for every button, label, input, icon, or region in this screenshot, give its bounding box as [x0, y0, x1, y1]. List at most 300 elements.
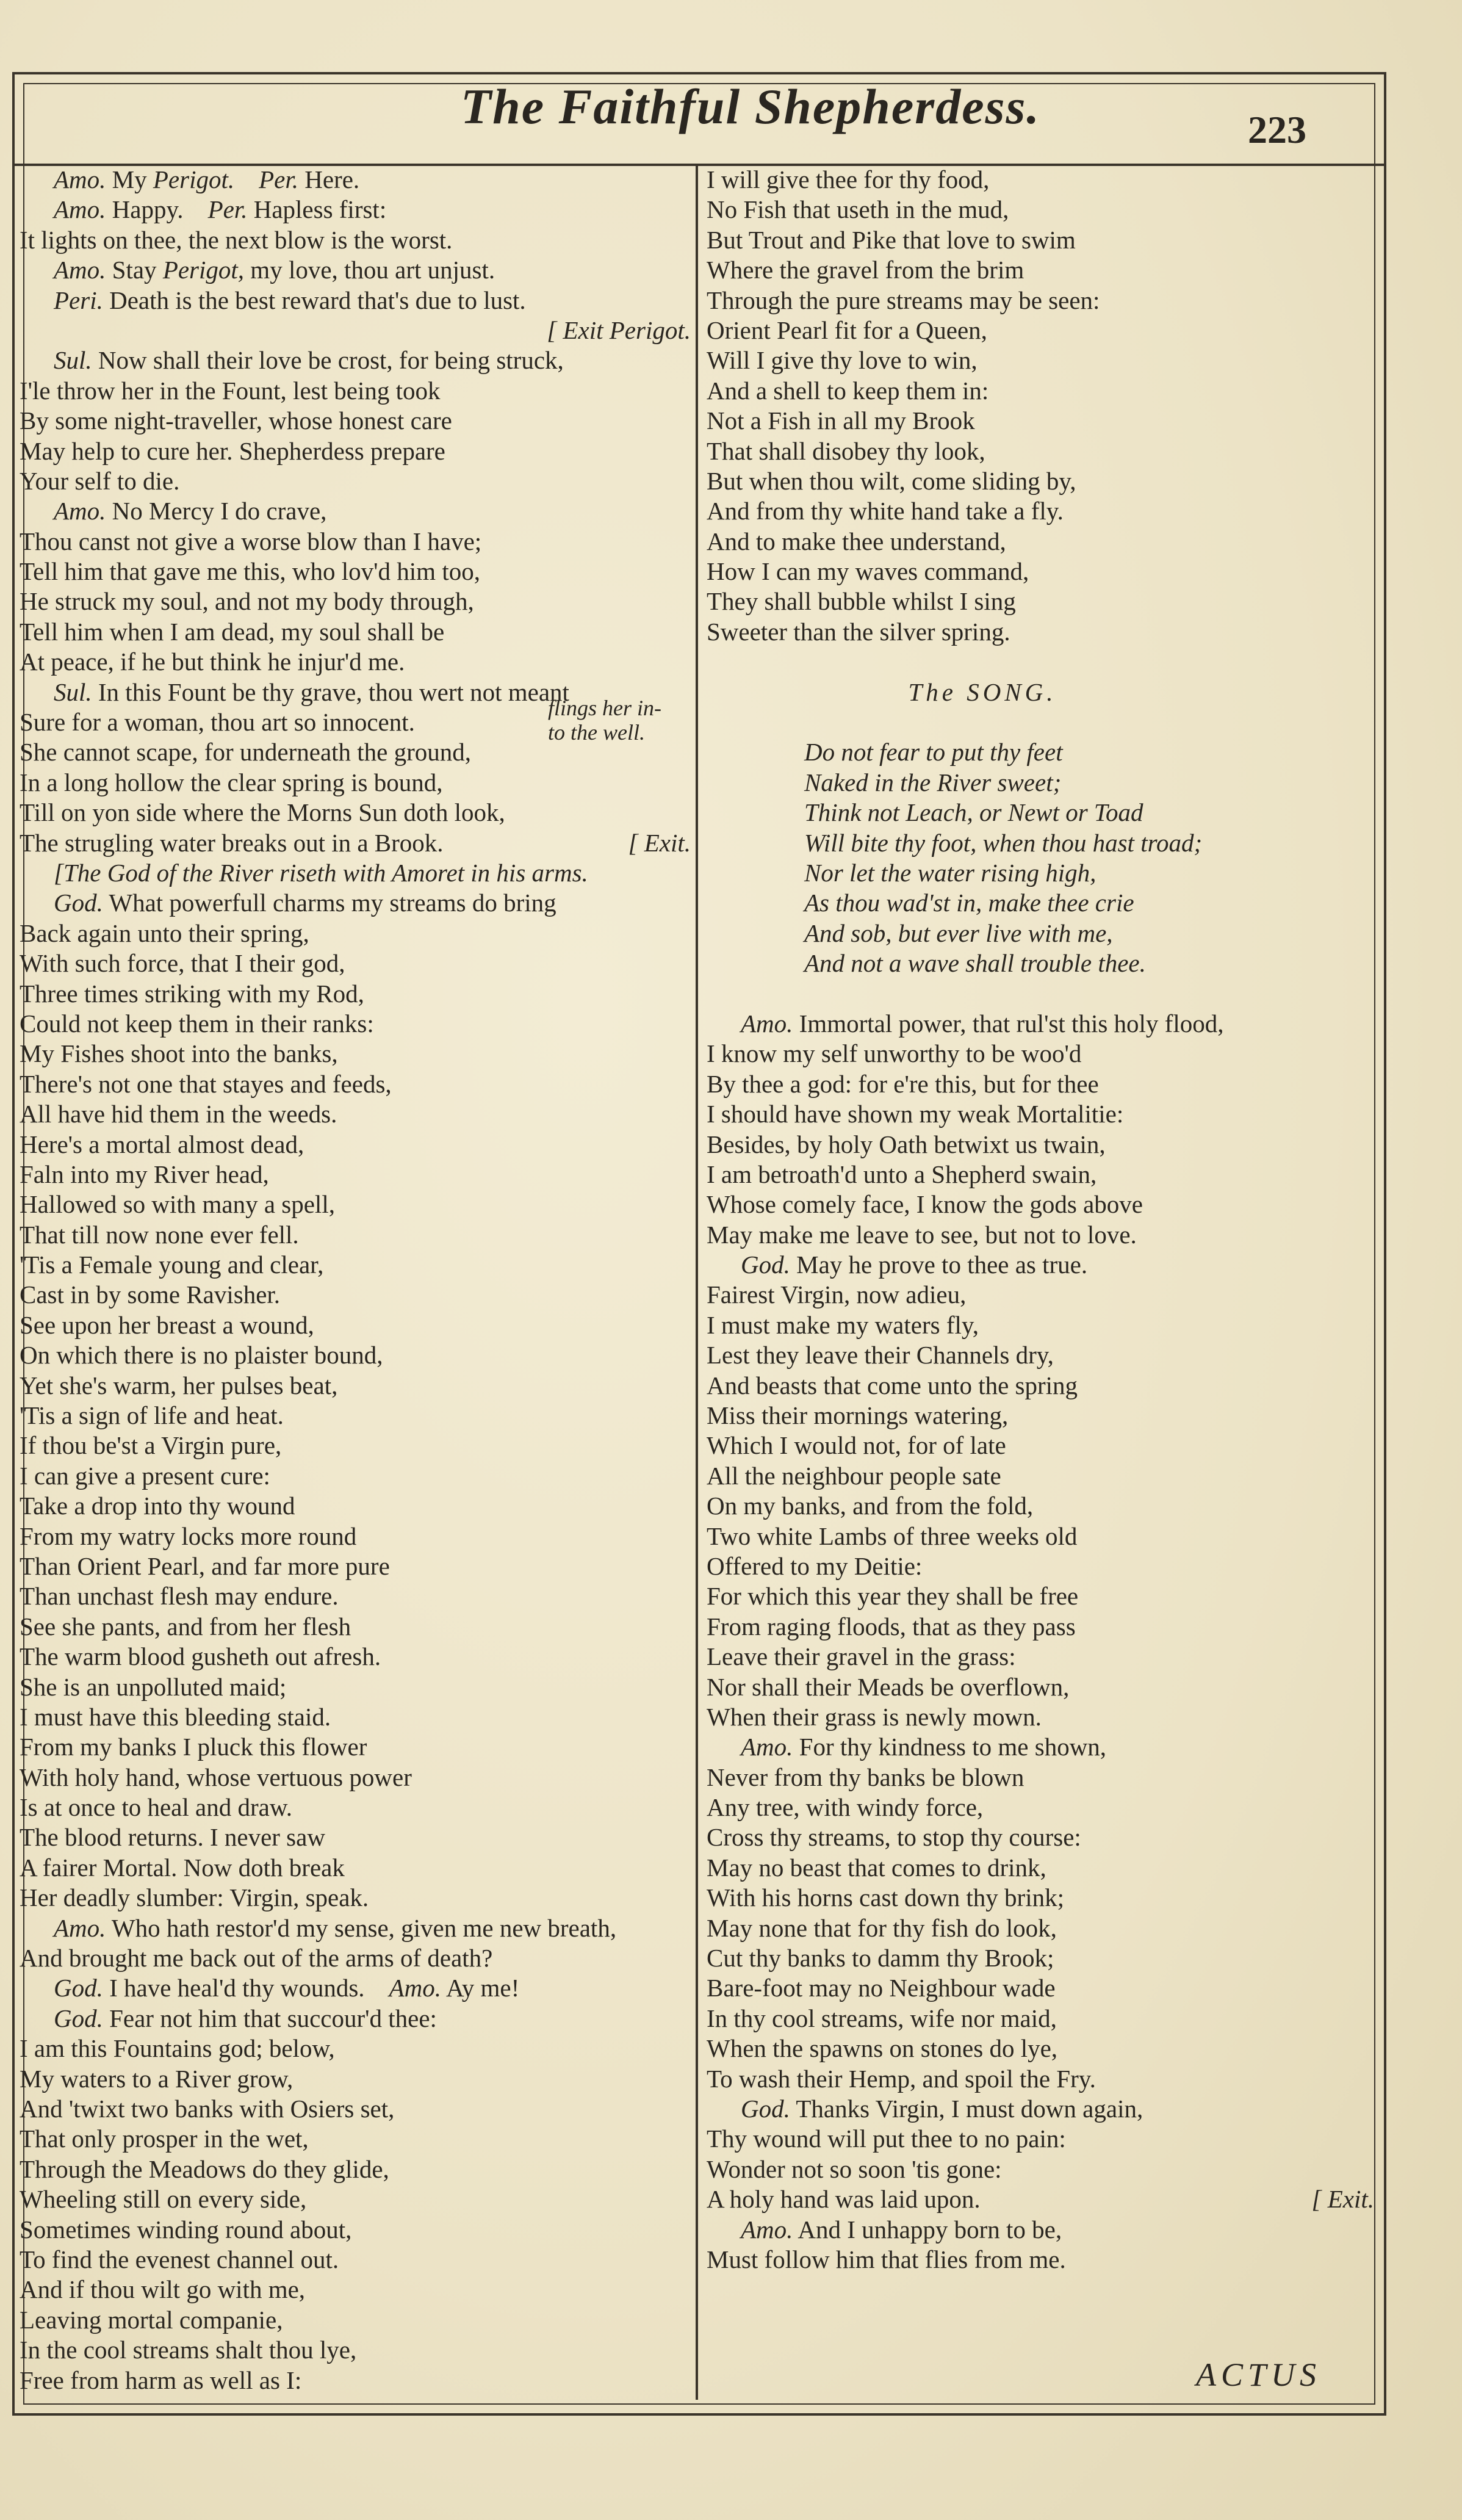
running-title: The Faithful Shepherdess. — [461, 79, 1040, 134]
line-text: Yet she's warm, her pulses beat, — [20, 1371, 338, 1399]
verse-line — [20, 1461, 691, 1491]
verse-line — [20, 2034, 691, 2063]
verse-line — [707, 2184, 1374, 2214]
blank-line — [707, 647, 1374, 677]
verse-line — [707, 255, 1374, 285]
line-text: Thou canst not give a worse blow than I have; — [20, 527, 482, 555]
verse-line — [20, 1522, 691, 1551]
verse-line — [20, 527, 691, 557]
line-text: To find the evenest channel out. — [20, 2245, 339, 2273]
verse-line — [20, 2124, 691, 2154]
line-text: Ay me! — [441, 1974, 520, 2002]
stage-direction-line-2: to the well. — [548, 720, 645, 745]
verse-line — [20, 1943, 691, 1973]
verse-line — [20, 1250, 691, 1280]
verse-line — [707, 617, 1374, 647]
verse-line — [20, 376, 691, 406]
verse-line — [20, 1069, 691, 1099]
line-text: I'le throw her in the Fount, lest being took — [20, 376, 441, 405]
line-text: See she pants, and from her flesh — [20, 1612, 351, 1641]
line-text: Sometimes winding round about, — [20, 2215, 352, 2244]
line-text: Tell him when I am dead, my soul shall be — [20, 617, 445, 646]
line-text: I am this Fountains god; below, — [20, 2034, 335, 2063]
line-text: Through the Meadows do they glide, — [20, 2154, 389, 2183]
line-text: Not a Fish in all my Brook — [707, 406, 975, 435]
verse-line — [20, 1190, 691, 1219]
line-text: On which there is no plaister bound, — [20, 1341, 383, 1370]
line-text: Leaving mortal companie, — [20, 2305, 283, 2334]
line-text: When their grass is newly mown. — [707, 1702, 1042, 1731]
verse-line — [20, 195, 691, 225]
column-rule — [696, 166, 698, 2400]
line-text: From raging floods, that as they pass — [707, 1612, 1076, 1641]
line-text: The warm blood gusheth out afresh. — [20, 1642, 381, 1671]
line-text: In thy cool streams, wife nor maid, — [707, 2004, 1057, 2032]
line-text: Will I give thy love to win, — [707, 346, 978, 375]
line-text: Hallowed so with many a spell, — [20, 1190, 335, 1219]
line-text: Two white Lambs of three weeks old — [707, 1522, 1078, 1550]
verse-line — [20, 1913, 691, 1943]
verse-line — [707, 1280, 1374, 1310]
verse-line — [20, 1763, 691, 1793]
speaker-name: Sul. — [54, 346, 92, 375]
line-text: Offered to my Deitie: — [707, 1551, 923, 1580]
line-text: For which this year they shall be free — [707, 1582, 1079, 1611]
line-text: Lest they leave their Channels dry, — [707, 1341, 1054, 1370]
speaker-name: Peri. — [54, 286, 103, 314]
speaker-name: God. — [54, 1974, 103, 2002]
verse-line — [707, 1069, 1374, 1099]
song-line: And not a wave shall trouble thee. — [804, 949, 1146, 978]
verse-line — [707, 1431, 1374, 1460]
line-text: A fairer Mortal. Now doth break — [20, 1853, 345, 1882]
line-text: Immortal power, that rul'st this holy flood, — [793, 1009, 1224, 1038]
line-text: Wheeling still on every side, — [20, 2185, 307, 2214]
line-text: Thanks Virgin, I must down again, — [790, 2095, 1143, 2123]
verse-line — [20, 165, 691, 195]
verse-line — [20, 255, 691, 285]
line-text: But Trout and Pike that love to swim — [707, 225, 1076, 254]
line-text: Could not keep them in their ranks: — [20, 1009, 374, 1038]
line-text: Her deadly slumber: Virgin, speak. — [20, 1883, 369, 1912]
line-text: At peace, if he but think he injur'd me. — [20, 648, 405, 676]
line-text: Take a drop into thy wound — [20, 1492, 295, 1520]
italic-name: Perigot, — [162, 256, 245, 284]
verse-line — [707, 1009, 1374, 1039]
line-text: And from thy white hand take a fly. — [707, 497, 1064, 525]
verse-line — [20, 587, 691, 616]
stage-direction: [ Exit. — [628, 828, 691, 857]
speaker-name: Per. — [207, 195, 248, 224]
verse-line — [20, 888, 691, 918]
verse-line — [707, 1160, 1374, 1190]
verse-line — [20, 2004, 691, 2034]
verse-line — [20, 466, 691, 496]
verse-line — [20, 1973, 691, 2003]
line-text: My — [106, 165, 153, 193]
line-text: Than unchast flesh may endure. — [20, 1582, 339, 1611]
verse-line — [707, 376, 1374, 406]
line-text: Now shall their love be crost, for being struck, — [92, 346, 564, 375]
line-text: I must make my waters fly, — [707, 1310, 979, 1339]
speaker-name: God. — [741, 2095, 790, 2123]
verse-line — [707, 2004, 1374, 2034]
line-text: Fear not him that succour'd thee: — [103, 2004, 437, 2032]
verse-line — [20, 1551, 691, 1581]
verse-line — [707, 2094, 1374, 2124]
line-text: On my banks, and from the fold, — [707, 1492, 1034, 1520]
verse-line — [20, 2154, 691, 2184]
line-text: And I unhappy born to be, — [793, 2215, 1062, 2244]
verse-line — [707, 1883, 1374, 1913]
line-text: Sweeter than the silver spring. — [707, 617, 1010, 646]
line-text: Back again unto their spring, — [20, 919, 309, 947]
verse-line — [20, 1581, 691, 1611]
line-text: When the spawns on stones do lye, — [707, 2034, 1058, 2063]
verse-line — [707, 1581, 1374, 1611]
verse-line — [707, 1913, 1374, 1943]
verse-line — [20, 1672, 691, 1702]
line-text: In a long hollow the clear spring is bound, — [20, 768, 443, 796]
verse-line — [707, 1130, 1374, 1160]
song-line: As thou wad'st in, make thee crie — [804, 889, 1134, 917]
verse-line — [707, 466, 1374, 496]
line-text: In this Fount be thy grave, thou wert not meant — [92, 677, 569, 706]
verse-line — [707, 1702, 1374, 1732]
verse-line — [20, 1039, 691, 1069]
page-number: 223 — [1248, 108, 1306, 151]
verse-line — [20, 1009, 691, 1039]
verse-line — [20, 858, 691, 888]
verse-line — [707, 1943, 1374, 1973]
verse-line — [707, 2154, 1374, 2184]
verse-line — [707, 1310, 1374, 1340]
line-text: Free from harm as well as I: — [20, 2366, 302, 2394]
song-line: Think not Leach, or Newt or Toad — [804, 798, 1143, 827]
stage-direction: [ Exit. — [1311, 2185, 1374, 2214]
line-text: What powerfull charms my streams do bring — [103, 889, 556, 917]
verse-line — [707, 225, 1374, 255]
verse-line — [20, 2366, 691, 2395]
line-text: May make me leave to see, but not to love. — [707, 1220, 1137, 1249]
verse-line — [707, 1401, 1374, 1431]
line-text: By thee a god: for e're this, but for thee — [707, 1069, 1099, 1098]
line-text: And a shell to keep them in: — [707, 376, 989, 405]
line-text: Faln into my River head, — [20, 1160, 269, 1188]
verse-line — [707, 1853, 1374, 1883]
line-text: In the cool streams shalt thou lye, — [20, 2336, 357, 2364]
song-line: Nor let the water rising high, — [804, 858, 1096, 887]
speaker-name: God. — [741, 1251, 790, 1279]
verse-line — [20, 2335, 691, 2365]
verse-line — [20, 1340, 691, 1370]
line-text: Must follow him that flies from me. — [707, 2245, 1066, 2273]
verse-line — [20, 919, 691, 948]
verse-line — [707, 2124, 1374, 2154]
speaker-name: Amo. — [54, 165, 106, 193]
line-text: But when thou wilt, come sliding by, — [707, 466, 1076, 495]
verse-line — [20, 557, 691, 587]
verse-line — [20, 286, 691, 316]
line-text: With such force, that I their god, — [20, 949, 345, 978]
verse-line — [20, 1310, 691, 1340]
speaker-name: Amo. — [741, 1733, 793, 1761]
line-text: 'Tis a sign of life and heat. — [20, 1401, 284, 1430]
verse-line — [20, 2094, 691, 2124]
line-text: Your self to die. — [20, 466, 180, 495]
line-text: It lights on thee, the next blow is the worst. — [20, 225, 453, 254]
verse-line — [20, 1732, 691, 1762]
line-text: With his horns cast down thy brink; — [707, 1883, 1064, 1912]
line-text: If thou be'st a Virgin pure, — [20, 1431, 282, 1460]
speaker-name: Per. — [259, 165, 299, 193]
line-text: Which I would not, for of late — [707, 1431, 1006, 1460]
line-text: Wonder not so soon 'tis gone: — [707, 2154, 1002, 2183]
catchword: ACTUS — [1196, 2356, 1322, 2393]
line-text: Cast in by some Ravisher. — [20, 1280, 281, 1309]
line-text: Besides, by holy Oath betwixt us twain, — [707, 1130, 1106, 1158]
verse-line — [707, 195, 1374, 225]
line-text: May none that for thy fish do look, — [707, 1913, 1057, 1942]
line-text: They shall bubble whilst I sing — [707, 587, 1016, 616]
line-text: Sure for a woman, thou art so innocent. — [20, 708, 415, 737]
line-text: I must have this bleeding staid. — [20, 1702, 331, 1731]
line-text: Hapless first: — [247, 195, 387, 224]
speaker-name: Sul. — [54, 677, 92, 706]
line-text: I can give a present cure: — [20, 1461, 270, 1490]
line-text: Three times striking with my Rod, — [20, 979, 364, 1008]
line-text: Any tree, with windy force, — [707, 1793, 984, 1822]
line-text: How I can my waves command, — [707, 557, 1029, 586]
song-line: Naked in the River sweet; — [804, 768, 1062, 796]
verse-line — [707, 1642, 1374, 1672]
verse-line — [20, 647, 691, 677]
line-text: The blood returns. I never saw — [20, 1823, 325, 1852]
verse-line — [20, 1431, 691, 1460]
verse-line — [20, 2245, 691, 2275]
verse-line — [707, 1672, 1374, 1702]
verse-line — [20, 1642, 691, 1672]
line-text: That shall disobey thy look, — [707, 436, 985, 465]
line-text: [The God of the River riseth with Amoret in his arms. — [54, 858, 588, 887]
speaker-name: Amo. — [54, 195, 106, 224]
verse-line — [20, 2215, 691, 2245]
verse-line — [20, 2064, 691, 2094]
line-text: Orient Pearl fit for a Queen, — [707, 316, 987, 344]
line-text: I should have shown my weak Mortalitie: — [707, 1100, 1124, 1128]
verse-line — [20, 617, 691, 647]
verse-line — [707, 2245, 1374, 2275]
line-text: From my watry locks more round — [20, 1522, 357, 1550]
speaker-name: Amo. — [741, 1009, 793, 1038]
verse-line — [20, 1130, 691, 1160]
speaker-name: God. — [54, 889, 103, 917]
speaker-name: Amo. — [54, 1913, 106, 1942]
line-text: She is an unpolluted maid; — [20, 1672, 287, 1701]
speaker-name: Amo. — [389, 1974, 441, 2002]
line-text: Cross thy streams, to stop thy course: — [707, 1823, 1081, 1852]
line-text: Here's a mortal almost dead, — [20, 1130, 304, 1158]
line-text: Cut thy banks to damm thy Brook; — [707, 1944, 1054, 1973]
verse-line — [707, 1190, 1374, 1219]
verse-line — [20, 406, 691, 436]
line-text: And to make thee understand, — [707, 527, 1006, 555]
line-text: Who hath restor'd my sense, given me new breath, — [106, 1913, 617, 1942]
verse-line — [707, 1793, 1374, 1822]
verse-line — [20, 768, 691, 798]
verse-line — [20, 345, 691, 375]
verse-line — [20, 1491, 691, 1521]
line-text: A holy hand was laid upon. — [707, 2185, 981, 2214]
verse-line — [707, 1250, 1374, 1280]
speaker-name: Amo. — [54, 256, 106, 284]
line-text: I have heal'd thy wounds. — [103, 1974, 365, 2002]
verse-line — [707, 1461, 1374, 1491]
line-text: No Fish that useth in the mud, — [707, 195, 1009, 224]
line-text: By some night-traveller, whose honest care — [20, 406, 452, 435]
verse-line — [20, 1371, 691, 1401]
line-text: Is at once to heal and draw. — [20, 1793, 293, 1822]
line-text: my love, thou art unjust. — [244, 256, 495, 284]
speaker-name: God. — [54, 2004, 103, 2032]
left-column — [20, 165, 691, 2395]
verse-line — [707, 406, 1374, 436]
line-text: My waters to a River grow, — [20, 2064, 293, 2093]
line-text: Where the gravel from the brim — [707, 256, 1024, 284]
verse-line — [20, 1612, 691, 1642]
verse-line — [20, 828, 691, 858]
verse-line — [707, 1340, 1374, 1370]
blank-line — [707, 707, 1374, 737]
line-text: To wash their Hemp, and spoil the Fry. — [707, 2064, 1096, 2093]
verse-line — [707, 345, 1374, 375]
stage-direction-margin — [548, 696, 661, 745]
line-text: Miss their mornings watering, — [707, 1401, 1009, 1430]
verse-line — [707, 1371, 1374, 1401]
song-line: Do not fear to put thy feet — [804, 738, 1063, 767]
line-text: My Fishes shoot into the banks, — [20, 1039, 338, 1068]
verse-line — [707, 1491, 1374, 1521]
verse-line — [707, 496, 1374, 526]
line-text: Never from thy banks be blown — [707, 1763, 1024, 1791]
line-text: She cannot scape, for underneath the ground, — [20, 738, 472, 767]
line-text: Fairest Virgin, now adieu, — [707, 1280, 967, 1309]
verse-line — [20, 2305, 691, 2335]
verse-line — [707, 1973, 1374, 2003]
stage-direction: [ Exit Perigot. — [547, 316, 691, 344]
verse-line — [707, 316, 1374, 345]
line-text: And 'twixt two banks with Osiers set, — [20, 2095, 395, 2123]
line-text: Through the pure streams may be seen: — [707, 286, 1100, 314]
verse-line — [20, 1822, 691, 1852]
verse-line — [20, 1883, 691, 1913]
verse-line — [707, 1763, 1374, 1793]
verse-line — [707, 1822, 1374, 1852]
verse-line — [20, 1702, 691, 1732]
line-text: See upon her breast a wound, — [20, 1310, 314, 1339]
song-heading: The SONG. — [908, 677, 1057, 706]
line-text: With holy hand, whose vertuous power — [20, 1763, 412, 1791]
line-text: No Mercy I do crave, — [106, 497, 327, 525]
verse-line — [707, 2215, 1374, 2245]
line-text: For thy kindness to me shown, — [793, 1733, 1107, 1761]
verse-line — [707, 1099, 1374, 1129]
verse-line — [707, 1732, 1374, 1762]
verse-line — [20, 1401, 691, 1431]
verse-line — [20, 316, 691, 345]
verse-line — [707, 286, 1374, 316]
verse-line — [20, 1280, 691, 1310]
verse-line — [20, 1099, 691, 1129]
line-text: He struck my soul, and not my body through, — [20, 587, 474, 616]
verse-line — [20, 436, 691, 466]
song-line: Will bite thy foot, when thou hast troad; — [804, 828, 1203, 857]
verse-line — [707, 1039, 1374, 1069]
line-text: Leave their gravel in the grass: — [707, 1642, 1016, 1671]
line-text: I am betroath'd unto a Shepherd swain, — [707, 1160, 1097, 1188]
line-text: Nor shall their Meads be overflown, — [707, 1672, 1070, 1701]
line-text: From my banks I pluck this flower — [20, 1733, 367, 1761]
verse-line — [20, 1853, 691, 1883]
line-text: May he prove to thee as true. — [790, 1251, 1088, 1279]
stage-direction-line-1: flings her in- — [548, 696, 661, 720]
line-text: 'Tis a Female young and clear, — [20, 1251, 324, 1279]
verse-line — [20, 1160, 691, 1190]
verse-line — [20, 2184, 691, 2214]
line-text: Bare-foot may no Neighbour wade — [707, 1974, 1056, 2002]
line-text: There's not one that stayes and feeds, — [20, 1069, 392, 1098]
verse-line — [707, 1612, 1374, 1642]
verse-line — [707, 527, 1374, 557]
line-text: Death is the best reward that's due to lust. — [103, 286, 526, 314]
speaker-name: Amo. — [741, 2215, 793, 2244]
verse-line — [20, 225, 691, 255]
line-text: That till now none ever fell. — [20, 1220, 299, 1249]
italic-name: Perigot. — [153, 165, 235, 193]
line-text: And if thou wilt go with me, — [20, 2275, 306, 2304]
line-text: I will give thee for thy food, — [707, 165, 990, 193]
line-text: I know my self unworthy to be woo'd — [707, 1039, 1082, 1068]
line-text: May help to cure her. Shepherdess prepare — [20, 436, 445, 465]
line-text: Tell him that gave me this, who lov'd him too, — [20, 557, 480, 586]
line-text: Till on yon side where the Morns Sun doth look, — [20, 798, 505, 827]
line-text: All have hid them in the weeds. — [20, 1100, 337, 1128]
speaker-name: Amo. — [54, 497, 106, 525]
right-column — [707, 165, 1374, 2275]
verse-line — [707, 2064, 1374, 2094]
line-text: May no beast that comes to drink, — [707, 1853, 1046, 1882]
verse-line — [707, 436, 1374, 466]
verse-line — [707, 2034, 1374, 2063]
verse-line — [20, 798, 691, 828]
line-text: Thy wound will put thee to no pain: — [707, 2125, 1066, 2153]
line-text: That only prosper in the wet, — [20, 2125, 309, 2153]
verse-line — [707, 557, 1374, 587]
verse-line — [20, 1793, 691, 1822]
line-text: All the neighbour people sate — [707, 1461, 1001, 1490]
verse-line — [20, 2275, 691, 2305]
verse-line — [20, 948, 691, 978]
line-text: The strugling water breaks out in a Brook. — [20, 828, 444, 857]
verse-line — [707, 587, 1374, 616]
verse-line — [20, 1220, 691, 1250]
verse-line — [707, 1522, 1374, 1551]
line-text: And beasts that come unto the spring — [707, 1371, 1078, 1399]
song-line: And sob, but ever live with me, — [804, 919, 1113, 947]
line-text: Than Orient Pearl, and far more pure — [20, 1551, 390, 1580]
line-text: And brought me back out of the arms of death? — [20, 1944, 493, 1973]
blank-line — [707, 979, 1374, 1009]
